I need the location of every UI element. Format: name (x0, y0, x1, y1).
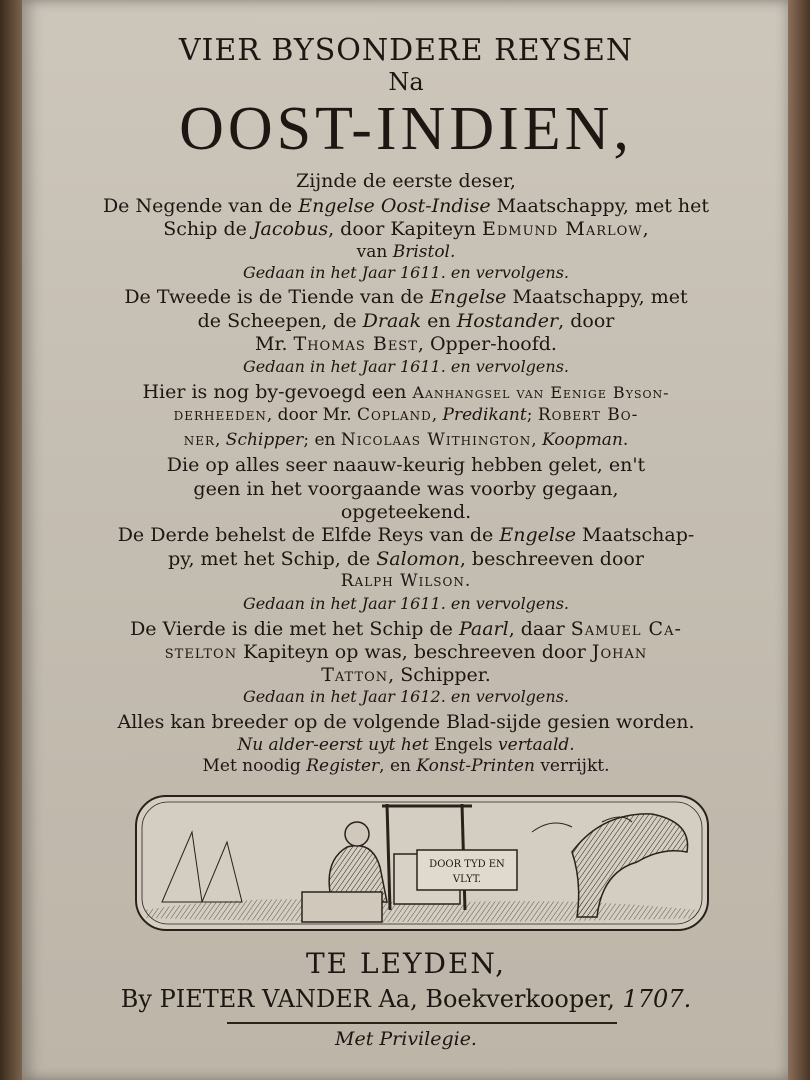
text-line-9: Gedaan in het Jaar 1611. en vervolgens. (243, 357, 569, 376)
text-line-22: Tatton, Schipper. (321, 664, 491, 686)
text-line-21: stelton Kapiteyn op was, beschreeven door Johan (164, 641, 648, 663)
text-line-25: Nu alder-eerst uyt het Engels vertaald. (237, 735, 575, 755)
text-line-6: De Tweede is de Tiende van de Engelse Maatschappy, met (124, 286, 688, 308)
text-line-10: Hier is nog by-gevoegd een Aanhangsel van Eenige Byson- (142, 381, 670, 403)
text-line-2: De Negende van de Engelse Oost-Indise Maatschappy, met het (102, 195, 710, 217)
text-line-14: geen in het voorgaande was voorby gegaan, (193, 478, 619, 500)
title-line-1: VIER BYSONDERE REYSEN (178, 33, 634, 68)
motto-text-2: VLYT. (452, 874, 482, 885)
book-edge (788, 0, 810, 1080)
printers-device-vignette (132, 792, 712, 934)
text-line-3: Schip de Jacobus, door Kapiteyn Edmund Marlow, (163, 218, 649, 240)
basket-icon (302, 892, 382, 922)
text-line-7: de Scheepen, de Draak en Hostander, door (197, 310, 615, 332)
text-line-11: derheeden, door Mr. Copland, Predikant; Robert Bo- (173, 405, 639, 425)
main-title: OOST-INDIEN, (179, 95, 633, 163)
privilege-note: Met Privilegie. (335, 1028, 477, 1050)
imprint-city: TE LEYDEN, (305, 947, 507, 980)
text-line-20: De Vierde is die met het Schip de Paarl, daar Samuel Ca- (130, 618, 682, 640)
text-line-26: Met noodig Register, en Konst-Printen verrijkt. (202, 756, 610, 776)
text-line-23: Gedaan in het Jaar 1612. en vervolgens. (243, 687, 569, 706)
text-line-15: opgeteekend. (340, 501, 472, 523)
text-line-18: Ralph Wilson. (340, 571, 472, 591)
text-line-1: Zijnde de eerste deser, (296, 170, 516, 192)
text-line-24: Alles kan breeder op de volgende Blad-sijde gesien worden. (117, 711, 695, 733)
text-line-12: ner, Schipper; en Nicolaas Withington, Koopman. (183, 430, 629, 450)
text-line-5: Gedaan in het Jaar 1611. en vervolgens. (243, 263, 569, 282)
imprint-publisher: By PIETER VANDER Aa, Boekverkooper, 1707. (120, 985, 692, 1013)
divider-rule (227, 1022, 617, 1024)
motto-text-1: DOOR TYD EN (429, 859, 505, 870)
text-line-19: Gedaan in het Jaar 1611. en vervolgens. (243, 594, 569, 613)
text-line-13: Die op alles seer naauw-keurig hebben gelet, en't (166, 454, 646, 476)
text-line-8: Mr. Thomas Best, Opper-hoofd. (255, 333, 557, 355)
title-line-2: Na (388, 68, 424, 96)
text-line-17: py, met het Schip, de Salomon, beschreeven door (168, 548, 644, 570)
text-line-16: De Derde behelst de Elfde Reys van de Engelse Maatschap- (117, 524, 695, 546)
text-line-4: van Bristol. (356, 242, 456, 262)
title-page (22, 0, 790, 1080)
